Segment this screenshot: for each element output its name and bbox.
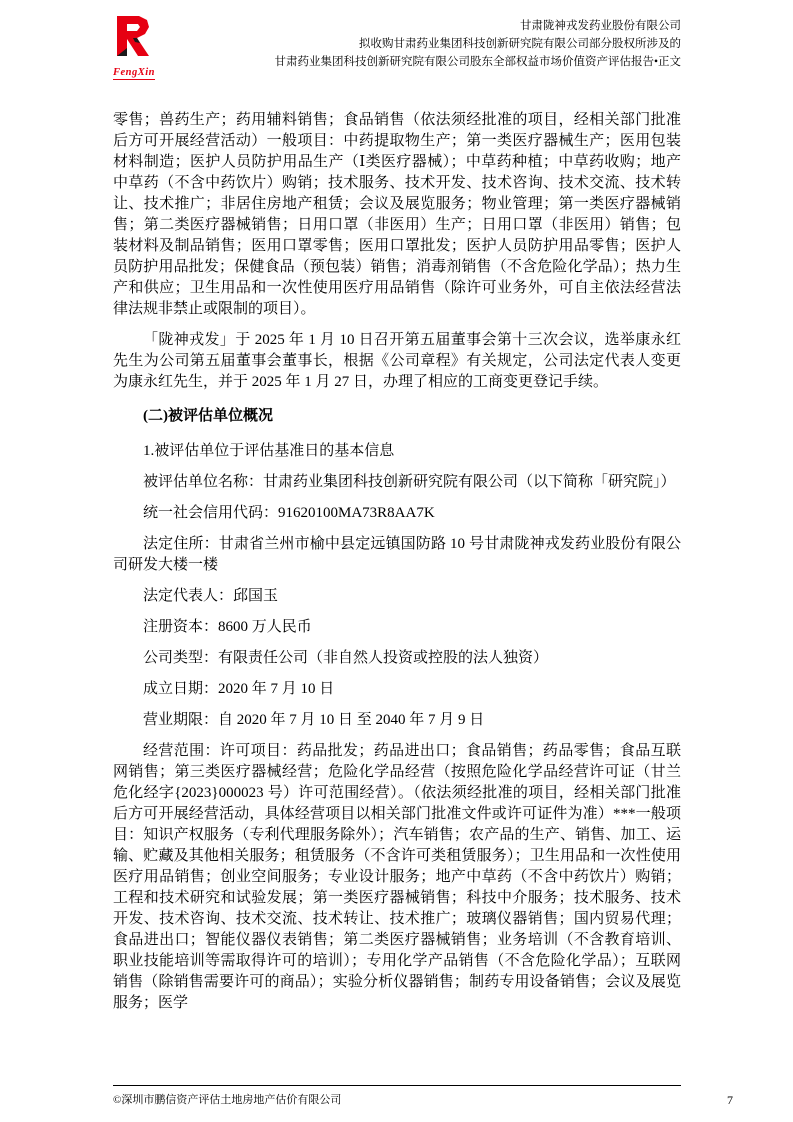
- paragraph-company-type: 公司类型：有限责任公司（非自然人投资或控股的法人独资）: [143, 650, 549, 666]
- paragraph-entity-name: 被评估单位名称：甘肃药业集团科技创新研究院有限公司（以下简称「研究院」）: [143, 474, 676, 490]
- section-heading-evaluated-entity: (二)被评估单位概况: [143, 408, 273, 424]
- footer-company-name: ©深圳市鹏信资产评估土地房地产估价有限公司: [113, 1094, 342, 1106]
- document-body: [113, 110, 681, 1014]
- paragraph-registered-capital: 注册资本：8600 万人民币: [143, 619, 312, 635]
- header-line-subject: 拟收购甘肃药业集团科技创新研究院有限公司部分股权所涉及的: [359, 38, 681, 50]
- running-head: [274, 14, 681, 71]
- paragraph-registered-address: 法定住所：甘肃省兰州市榆中县定远镇国防路 10 号甘肃陇神戎发药业股份有限公司研发大楼一楼: [113, 536, 681, 573]
- header-line-company: 甘肃陇神戎发药业股份有限公司: [520, 20, 681, 32]
- page-number: 7: [727, 1093, 733, 1107]
- paragraph-establishment-date: 成立日期：2020 年 7 月 10 日: [143, 681, 335, 697]
- paragraph-board-meeting: 「陇神戎发」于 2025 年 1 月 10 日召开第五届董事会第十三次会议，选举康永红先生为公司第五届董事会董事长，根据《公司章程》有关规定，公司法定代表人变更为康永红先生，并于 2025 年 1 月 27 日，办理了相应的工商变更登记手续。: [113, 332, 681, 390]
- page-header: [113, 14, 681, 80]
- paragraph-business-scope-continuation: 零售；兽药生产；药用辅料销售；食品销售（依法须经批准的项目，经相关部门批准后方可开展经营活动）一般项目：中药提取物生产；第一类医疗器械生产；医用包装材料制造；医护人员防护用品生产（Ⅰ类医疗器械）；中草药种植；中草药收购；地产中草药（不含中药饮片）购销；技术服务、技术开发、技术咨询、技术交流、技术转让、技术推广；非居住房地产租赁；会议及展览服务；物业管理；第一类医疗器械销售；第二类医疗器械销售；日用口罩（非医用）生产；日用口罩（非医用）销售；包装材料及制品销售；医用口罩零售；医用口罩批发；医护人员防护用品零售；医护人员防护用品批发；保健食品（预包装）销售；消毒剂销售（不含危险化学品）；热力生产和供应；卫生用品和一次性使用医疗用品销售（除许可业务外，可自主依法经营法律法规非禁止或限制的项目）。: [113, 112, 681, 317]
- footer-divider: [113, 1085, 681, 1086]
- paragraph-legal-representative: 法定代表人：邱国玉: [143, 588, 279, 604]
- logo-brand-text: FengXin: [113, 67, 156, 78]
- header-line-report-title: 甘肃药业集团科技创新研究院有限公司股东全部权益市场价值资产评估报告•正文: [274, 56, 681, 68]
- paragraph-business-scope: 经营范围：许可项目：药品批发；药品进出口；食品销售；药品零售；食品互联网销售；第三类医疗器械经营；危险化学品经营（按照危险化学品经营许可证（甘兰危化经字{2023}000023 号）许可范围经营）。（依法须经批准的项目，经相关部门批准后方可开展经营活动，具体经营项目以相关部门批准文件或许可证件为准）***一般项目：知识产权服务（专利代理服务除外）；汽车销售；农产品的生产、销售、加工、运输、贮藏及其他相关服务；租赁服务（不含许可类租赁服务）；卫生用品和一次性使用医疗用品销售；创业空间服务；专业设计服务；地产中草药（不含中药饮片）购销；工程和技术研究和试验发展；第一类医疗器械销售；科技中介服务；技术服务、技术开发、技术咨询、技术交流、技术转让、技术推广；玻璃仪器销售；国内贸易代理；食品进出口；智能仪器仪表销售；第二类医疗器械销售；业务培训（不含教育培训、职业技能培训等需取得许可的培训）；专用化学产品销售（不含危险化学品）；互联网销售（除销售需要许可的商品）；实验分析仪器销售；制药专用设备销售；会议及展览服务；医学: [113, 743, 681, 1011]
- paragraph-business-term: 营业期限：自 2020 年 7 月 10 日 至 2040 年 7 月 9 日: [143, 712, 485, 728]
- paragraph-basic-info-title: 1.被评估单位于评估基准日的基本信息: [143, 443, 395, 459]
- company-logo: [113, 14, 173, 80]
- paragraph-credit-code: 统一社会信用代码：91620100MA73R8AA7K: [143, 505, 435, 521]
- fengxin-logo-icon: [113, 14, 153, 62]
